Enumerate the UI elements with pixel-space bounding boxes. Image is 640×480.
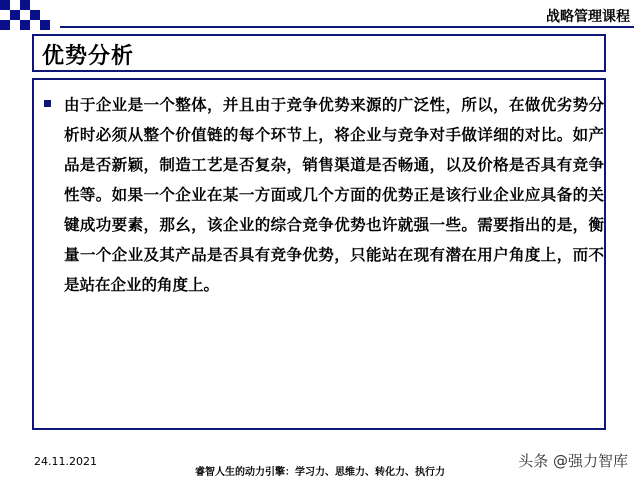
slide-content-box bbox=[32, 78, 606, 430]
slide-body-text: 由于企业是一个整体，并且由于竞争优势来源的广泛性，所以，在做优劣势分析时必须从整个价值链的每个环节上，将企业与竞争对手做详细的对比。如产品是否新颖，制造工艺是否复杂，销售渠道是否畅通，以及价格是否具有竞争性等。如果一个企业在某一方面或几个方面的优势正是该行业企业应具备的关键成功要素，那幺，该企业的综合竞争优势也许就强一些。需要指出的是，衡量一个企业及其产品是否具有竞争优势，只能站在现有潜在用户角度上，而不是站在企业的角度上。 bbox=[64, 96, 604, 294]
footer-date: 24.11.2021 bbox=[34, 455, 97, 468]
header-rule bbox=[60, 26, 634, 28]
bullet-square-icon bbox=[44, 100, 51, 107]
slide-title-box bbox=[32, 34, 606, 72]
corner-decoration bbox=[0, 0, 60, 38]
footer-slogan: 睿智人生的动力引擎：学习力、思维力、转化力、执行力 bbox=[195, 467, 445, 478]
course-title: 战略管理课程 bbox=[546, 9, 630, 25]
watermark: 头条 @强力智库 bbox=[518, 452, 628, 470]
slide-title: 优势分析 bbox=[42, 44, 135, 69]
